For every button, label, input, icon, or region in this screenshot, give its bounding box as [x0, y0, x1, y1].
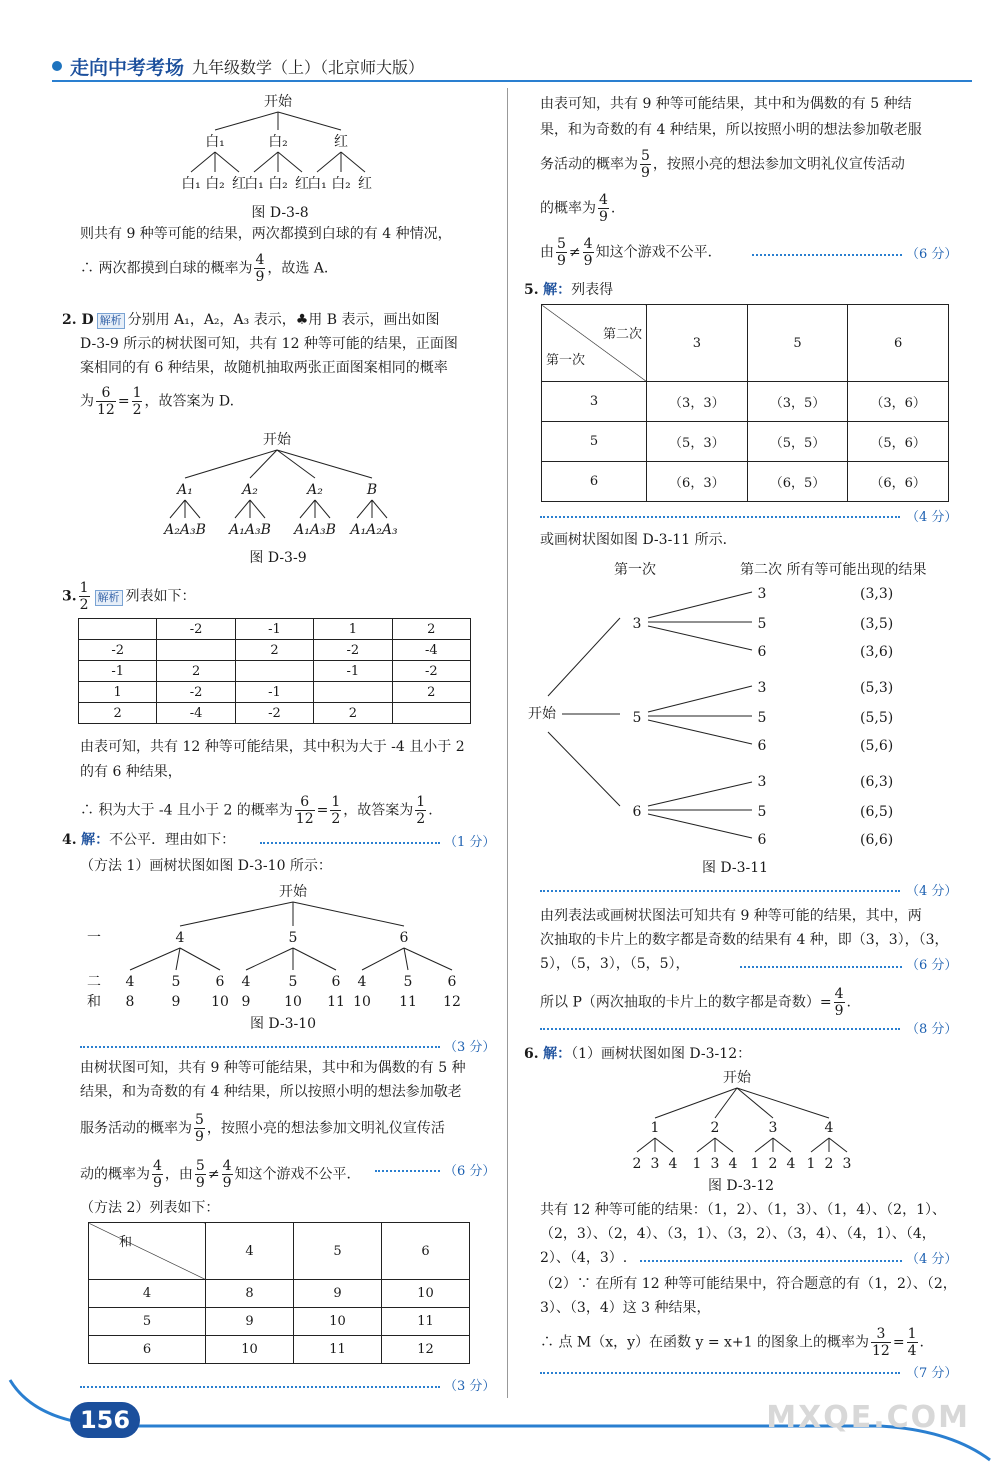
- table-cell: （6，6）: [848, 462, 949, 502]
- tree8-l2-2: 红: [232, 176, 246, 192]
- q3-text-3: ∴ 积为大于 -4 且小于 2 的概率为 $\frac{6}{12}$ = $\frac{1}{2}$ ，故答案为 $\frac{1}{2}$ .: [80, 794, 433, 827]
- tree12-l2-9: 1: [806, 1156, 816, 1172]
- tree-d-3-12: [625, 1066, 855, 1176]
- table-cell: （3，6）: [848, 382, 949, 422]
- tree9-l1-2: A₂: [307, 482, 323, 498]
- table-cell: 2: [157, 661, 235, 682]
- q4-text-1: 由树状图可知，共有 9 种等可能结果，其中和为偶数的有 5 种: [80, 1060, 466, 1076]
- tree9-l2-1: A₁A₃B: [229, 522, 271, 538]
- table-row: [542, 382, 949, 422]
- tree8-l2-5: 红: [295, 176, 309, 192]
- tree10-l2-5: 6: [331, 974, 341, 990]
- table-cell: 4: [89, 1280, 206, 1308]
- tree8-l2-3: 白₁: [244, 176, 264, 192]
- tree10-l1-1: 5: [288, 930, 298, 946]
- table-cell: 11: [294, 1336, 382, 1364]
- tree12-l2-8: 4: [786, 1156, 796, 1172]
- q5-conclusion-3: 5），（5，3），（5，5），: [540, 956, 690, 972]
- tree11-res-0: (3,3): [860, 586, 894, 602]
- tree11-l2-7: 5: [757, 804, 767, 820]
- table-row: [79, 682, 471, 703]
- tree10-l3-3: 9: [241, 994, 251, 1010]
- table-corner: [89, 1223, 206, 1280]
- table-cell: 11: [382, 1308, 470, 1336]
- tree12-l1-1: 2: [710, 1120, 720, 1136]
- tree11-res-7: (6,5): [860, 804, 894, 820]
- q6-score-1: （4 分）: [906, 1252, 958, 1267]
- table-cell: 10: [382, 1280, 470, 1308]
- q5-conclusion-2: 次抽取的卡片上的数字都是奇数的结果有 4 种，即（3，3），（3，: [540, 932, 949, 948]
- q4-score-3: （6 分）: [444, 1164, 496, 1179]
- table-row: [79, 661, 471, 682]
- q3-product-table: [78, 618, 471, 724]
- book-subtitle: 九年级数学（上）（北京师大版）: [192, 57, 425, 77]
- tree10-l3-2: 10: [211, 994, 229, 1010]
- q3-text-1: 由表可知，共有 12 种等可能结果，其中积为大于 -4 且小于 2: [80, 739, 465, 755]
- tree12-l2-6: 1: [750, 1156, 760, 1172]
- q4-score-4: （3 分）: [444, 1379, 496, 1394]
- tree8-l2-0: 白₁: [181, 176, 201, 192]
- table-cell: 3: [542, 382, 647, 422]
- q4c-score: （6 分）: [906, 247, 958, 262]
- tree12-l2-10: 2: [824, 1156, 834, 1172]
- q3-line-1: 3. $\frac{1}{2}$ 解析 列表如下：: [62, 580, 196, 613]
- q4c-text-2: 果，和为奇数的有 4 种结果，所以按照小明的想法参加敬老服: [540, 122, 922, 138]
- tree8-l1-1: 白₂: [268, 134, 288, 150]
- tree10-l2-3: 4: [241, 974, 251, 990]
- q4-method-2: （方法 2）列表如下：: [80, 1200, 220, 1216]
- tree10-l3-5: 11: [327, 994, 345, 1010]
- running-header: [52, 52, 424, 80]
- tree10-l2-1: 5: [171, 974, 181, 990]
- tree8-root: 开始: [264, 94, 292, 110]
- table-cell: -1: [235, 682, 313, 703]
- tree10-label-1: 一: [87, 930, 101, 946]
- tree11-l2-5: 6: [757, 738, 767, 754]
- table-cell: 1: [314, 619, 392, 640]
- q4c-text-3: 务活动的概率为 $\frac{5}{9}$ ，按照小亮的想法参加文明礼仪宣传活动: [540, 148, 905, 181]
- tree10-l2-0: 4: [125, 974, 135, 990]
- tree10-l3-8: 12: [443, 994, 461, 1010]
- q5-conclusion-1: 由列表法或画树状图法可知共有 9 种等可能的结果，其中，两: [540, 908, 922, 924]
- tree10-l3-4: 10: [284, 994, 302, 1010]
- table-corner-label: 和: [119, 1235, 133, 1250]
- q4c-text-4: 的概率为 $\frac{4}{9}$ .: [540, 192, 616, 225]
- q5-dots-1: [540, 516, 900, 518]
- table-cell: 6: [542, 462, 647, 502]
- q2-line-4: 为 $\frac{6}{12}$ = $\frac{1}{2}$ ，故答案为 D.: [80, 385, 235, 418]
- tree10-l3-7: 11: [399, 994, 417, 1010]
- q4-score-2: （3 分）: [444, 1040, 496, 1055]
- tree11-l2-3: 3: [757, 680, 767, 696]
- caption-d-3-8: 图 D-3-8: [251, 205, 309, 221]
- tree10-l2-6: 4: [357, 974, 367, 990]
- table-cell: -2: [235, 703, 313, 724]
- table-cell: （3，3）: [647, 382, 748, 422]
- q6-text-6: ∴ 点 M（x，y）在函数 y = x+1 的图象上的概率为 $\frac{3}{12}$ = $\frac{1}{4}$ .: [540, 1326, 924, 1359]
- table-cell: （5，3）: [647, 422, 748, 462]
- table-row: [542, 462, 949, 502]
- tree12-l1-0: 1: [650, 1120, 660, 1136]
- table-row: [89, 1308, 470, 1336]
- table-cell: （6，3）: [647, 462, 748, 502]
- tree9-l1-3: B: [366, 482, 378, 498]
- table-cell: 10: [206, 1336, 294, 1364]
- tree10-l2-7: 5: [403, 974, 413, 990]
- table-header-row: [542, 305, 949, 382]
- tree-d-3-9: [160, 428, 400, 546]
- table-cell: 2: [392, 619, 470, 640]
- tree11-res-4: (5,5): [860, 710, 894, 726]
- tree10-l2-2: 6: [215, 974, 225, 990]
- table-header-cell: 6: [848, 305, 949, 382]
- tree11-res-3: (5,3): [860, 680, 894, 696]
- table-cell: 9: [294, 1280, 382, 1308]
- q2-line-3: 案相同的有 6 种结果，故随机抽取两张正面图案相同的概率: [80, 360, 448, 376]
- tree11-res-8: (6,6): [860, 832, 894, 848]
- q6-text-4: （2）∵ 在所有 12 种等可能结果中，符合题意的有（1，2）、（2，: [540, 1276, 957, 1292]
- page-number: 156: [70, 1402, 140, 1438]
- tree11-res-1: (3,5): [860, 616, 894, 632]
- q4-sum-table: [88, 1222, 470, 1364]
- table-cell: -2: [79, 640, 157, 661]
- q6-line-1: 6. 解：（1）画树状图如图 D-3-12：: [524, 1046, 752, 1062]
- tree-d-3-8: [175, 92, 385, 202]
- table-cell: [157, 640, 235, 661]
- tree9-l2-3: A₁A₂A₃: [350, 522, 398, 538]
- tree9-l1-0: A₁: [177, 482, 193, 498]
- table-cell: [235, 661, 313, 682]
- tree12-l2-5: 4: [728, 1156, 738, 1172]
- q2-line-1: 2. D 解析 分别用 A₁，A₂，A₃ 表示，♣用 B 表示，画出如图: [62, 312, 440, 328]
- table-corner-top: 第二次: [602, 327, 642, 342]
- header-dot: [52, 61, 62, 71]
- table-header-cell: 4: [206, 1223, 294, 1280]
- tree12-root: 开始: [723, 1070, 751, 1086]
- tree10-label-3: 和: [87, 994, 101, 1010]
- table-cell: 2: [235, 640, 313, 661]
- tree10-l2-4: 5: [288, 974, 298, 990]
- tree9-root: 开始: [263, 432, 291, 448]
- q5-dots-2: [540, 890, 900, 892]
- tree10-l1-2: 6: [399, 930, 409, 946]
- book-brand: 走向中考考场: [70, 56, 185, 79]
- q6-text-2: （2，3）、（2，4）、（3，1）、（3，2）、（3，4）、（4，1）、（4，: [540, 1226, 936, 1242]
- caption-d-3-10: 图 D-3-10: [249, 1016, 317, 1032]
- q5-score-2: （4 分）: [906, 884, 958, 899]
- q4c-dots: [752, 254, 902, 256]
- q6-text-1: 共有 12 种等可能的结果：（1，2）、（1，3）、（1，4）、（2，1）、: [540, 1202, 946, 1218]
- q4-dots-1: [260, 842, 440, 844]
- tree11-l2-8: 6: [757, 832, 767, 848]
- tree9-l2-0: A₂A₃B: [164, 522, 206, 538]
- tree8-l2-8: 红: [358, 176, 372, 192]
- q6-dots-1: [640, 1260, 902, 1262]
- q4-score-1: （1 分）: [444, 835, 496, 850]
- tree9-l1-1: A₂: [242, 482, 258, 498]
- q5-score-1: （4 分）: [906, 510, 958, 525]
- table-cell: （6，5）: [747, 462, 848, 502]
- q5-line-1: 5. 解：列表得: [524, 282, 614, 298]
- table-cell: 9: [206, 1308, 294, 1336]
- tree12-l2-11: 3: [842, 1156, 852, 1172]
- table-cell: 2: [392, 682, 470, 703]
- q5-tree-intro: 或画树状图如图 D-3-11 所示．: [540, 532, 737, 548]
- tree10-l3-6: 10: [353, 994, 371, 1010]
- table-cell: 12: [382, 1336, 470, 1364]
- header-rule: [52, 80, 972, 82]
- q5-score-3: （6 分）: [906, 958, 958, 973]
- q5-dots-4: [540, 1028, 900, 1030]
- q1-text-2: ∴ 两次都摸到白球的概率为 $\frac{4}{9}$ ，故选 A.: [80, 252, 329, 285]
- table-corner-bottom: 第一次: [546, 353, 586, 368]
- table-row: [89, 1336, 470, 1364]
- tree10-label-2: 二: [87, 974, 101, 990]
- table-cell: [392, 703, 470, 724]
- caption-d-3-9: 图 D-3-9: [249, 550, 307, 566]
- q6-text-3: 2）、（4，3）.: [540, 1250, 628, 1266]
- table-cell: -2: [157, 619, 235, 640]
- tree8-l1-0: 白₁: [205, 134, 225, 150]
- tree9-l2-2: A₁A₃B: [294, 522, 336, 538]
- q5-conclusion-4: 所以 P（两次抽取的卡片上的数字都是奇数）= $\frac{4}{9}$ .: [540, 986, 851, 1019]
- tree10-l1-0: 4: [175, 930, 185, 946]
- table-cell: 1: [79, 682, 157, 703]
- q2-line-2: D-3-9 所示的树状图可知，共有 12 种等可能的结果，正面图: [80, 336, 458, 352]
- table-cell: （3，5）: [747, 382, 848, 422]
- q4-text-4: 动的概率为 $\frac{4}{9}$ ，由 $\frac{5}{9}$ ≠ $\frac{4}{9}$ 知这个游戏不公平．: [80, 1158, 361, 1191]
- tree8-l2-1: 白₂: [205, 176, 225, 192]
- caption-d-3-12: 图 D-3-12: [707, 1178, 775, 1194]
- q6-text-5: 3）、（3，4）这 3 种结果，: [540, 1300, 711, 1316]
- tree10-l2-8: 6: [447, 974, 457, 990]
- table-cell: [79, 619, 157, 640]
- table-row: [79, 619, 471, 640]
- q1-text-1: 则共有 9 种等可能的结果，两次都摸到白球的有 4 种情况，: [80, 226, 452, 242]
- tree12-l2-3: 1: [692, 1156, 702, 1172]
- q4-method-1: （方法 1）画树状图如图 D-3-10 所示：: [80, 858, 332, 874]
- q5-dots-3: [740, 966, 902, 968]
- table-cell: 5: [89, 1308, 206, 1336]
- table-cell: -4: [392, 640, 470, 661]
- tree11-l2-4: 5: [757, 710, 767, 726]
- table-cell: （5，6）: [848, 422, 949, 462]
- table-cell: 5: [542, 422, 647, 462]
- table-corner: [542, 305, 647, 382]
- table-row: [542, 422, 949, 462]
- q4c-text-5: 由 $\frac{5}{9}$ ≠ $\frac{4}{9}$ 知这个游戏不公平．: [540, 236, 722, 269]
- tree10-l3-1: 9: [171, 994, 181, 1010]
- tree11-res-5: (5,6): [860, 738, 894, 754]
- tree10-l3-0: 8: [125, 994, 135, 1010]
- tree12-l2-1: 3: [650, 1156, 660, 1172]
- caption-d-3-11: 图 D-3-11: [701, 860, 769, 876]
- table-cell: 6: [89, 1336, 206, 1364]
- table-header-row: [89, 1223, 470, 1280]
- table-cell: -2: [157, 682, 235, 703]
- tree11-res-2: (3,6): [860, 644, 894, 660]
- tree11-res-6: (6,3): [860, 774, 894, 790]
- q4-dots-3: [375, 1170, 440, 1172]
- tree11-l1-0: 3: [632, 616, 642, 632]
- table-cell: -4: [157, 703, 235, 724]
- tree11-l2-0: 3: [757, 586, 767, 602]
- q3-text-2: 的有 6 种结果，: [80, 764, 182, 780]
- table-row: [89, 1280, 470, 1308]
- tree11-l1-2: 6: [632, 804, 642, 820]
- tree11-l2-6: 3: [757, 774, 767, 790]
- table-cell: 10: [294, 1308, 382, 1336]
- tree-d-3-11: [520, 556, 960, 856]
- q4-line-1: 4. 解：不公平．理由如下：: [62, 832, 236, 848]
- table-header-cell: 5: [294, 1223, 382, 1280]
- table-cell: -2: [392, 661, 470, 682]
- table-cell: 2: [314, 703, 392, 724]
- tree12-l2-0: 2: [632, 1156, 642, 1172]
- table-row: [79, 703, 471, 724]
- tree10-root: 开始: [279, 884, 307, 900]
- q4c-text-1: 由表可知，共有 9 种等可能结果，其中和为偶数的有 5 种结: [540, 96, 912, 112]
- tree11-header-1: 第一次: [614, 562, 656, 578]
- table-cell: -1: [314, 661, 392, 682]
- tree8-l2-7: 白₂: [331, 176, 351, 192]
- tree11-root: 开始: [528, 706, 556, 722]
- table-cell: （5，5）: [747, 422, 848, 462]
- q6-score-2: （7 分）: [906, 1366, 958, 1381]
- tree-d-3-10: [88, 880, 468, 1010]
- table-cell: -1: [79, 661, 157, 682]
- table-cell: -2: [314, 640, 392, 661]
- tree8-l1-2: 红: [334, 134, 348, 150]
- table-cell: [314, 682, 392, 703]
- table-header-cell: 6: [382, 1223, 470, 1280]
- tree12-l1-3: 4: [824, 1120, 834, 1136]
- table-cell: 8: [206, 1280, 294, 1308]
- q5-score-4: （8 分）: [906, 1022, 958, 1037]
- table-cell: -1: [235, 619, 313, 640]
- table-cell: 2: [79, 703, 157, 724]
- tree11-l2-1: 5: [757, 616, 767, 632]
- table-header-cell: 3: [647, 305, 748, 382]
- column-divider: [507, 88, 508, 1398]
- q4-text-3: 服务活动的概率为 $\frac{5}{9}$ ，按照小亮的想法参加文明礼仪宣传活: [80, 1112, 445, 1145]
- watermark: MXQE.COM: [766, 1400, 970, 1435]
- tree8-l2-4: 白₂: [268, 176, 288, 192]
- tree12-l2-2: 4: [668, 1156, 678, 1172]
- q5-result-table: [541, 304, 949, 502]
- tree12-l1-2: 3: [768, 1120, 778, 1136]
- tree11-l2-2: 6: [757, 644, 767, 660]
- q4-text-2: 结果，和为奇数的有 4 种结果，所以按照小明的想法参加敬老: [80, 1084, 462, 1100]
- q4-dots-2: [80, 1046, 440, 1048]
- tree11-header-2: 第二次 所有等可能出现的结果: [740, 562, 927, 578]
- tree8-l2-6: 白₁: [307, 176, 327, 192]
- table-row: [79, 640, 471, 661]
- tree12-l2-4: 3: [710, 1156, 720, 1172]
- table-header-cell: 5: [747, 305, 848, 382]
- tree12-l2-7: 2: [768, 1156, 778, 1172]
- tree11-l1-1: 5: [632, 710, 642, 726]
